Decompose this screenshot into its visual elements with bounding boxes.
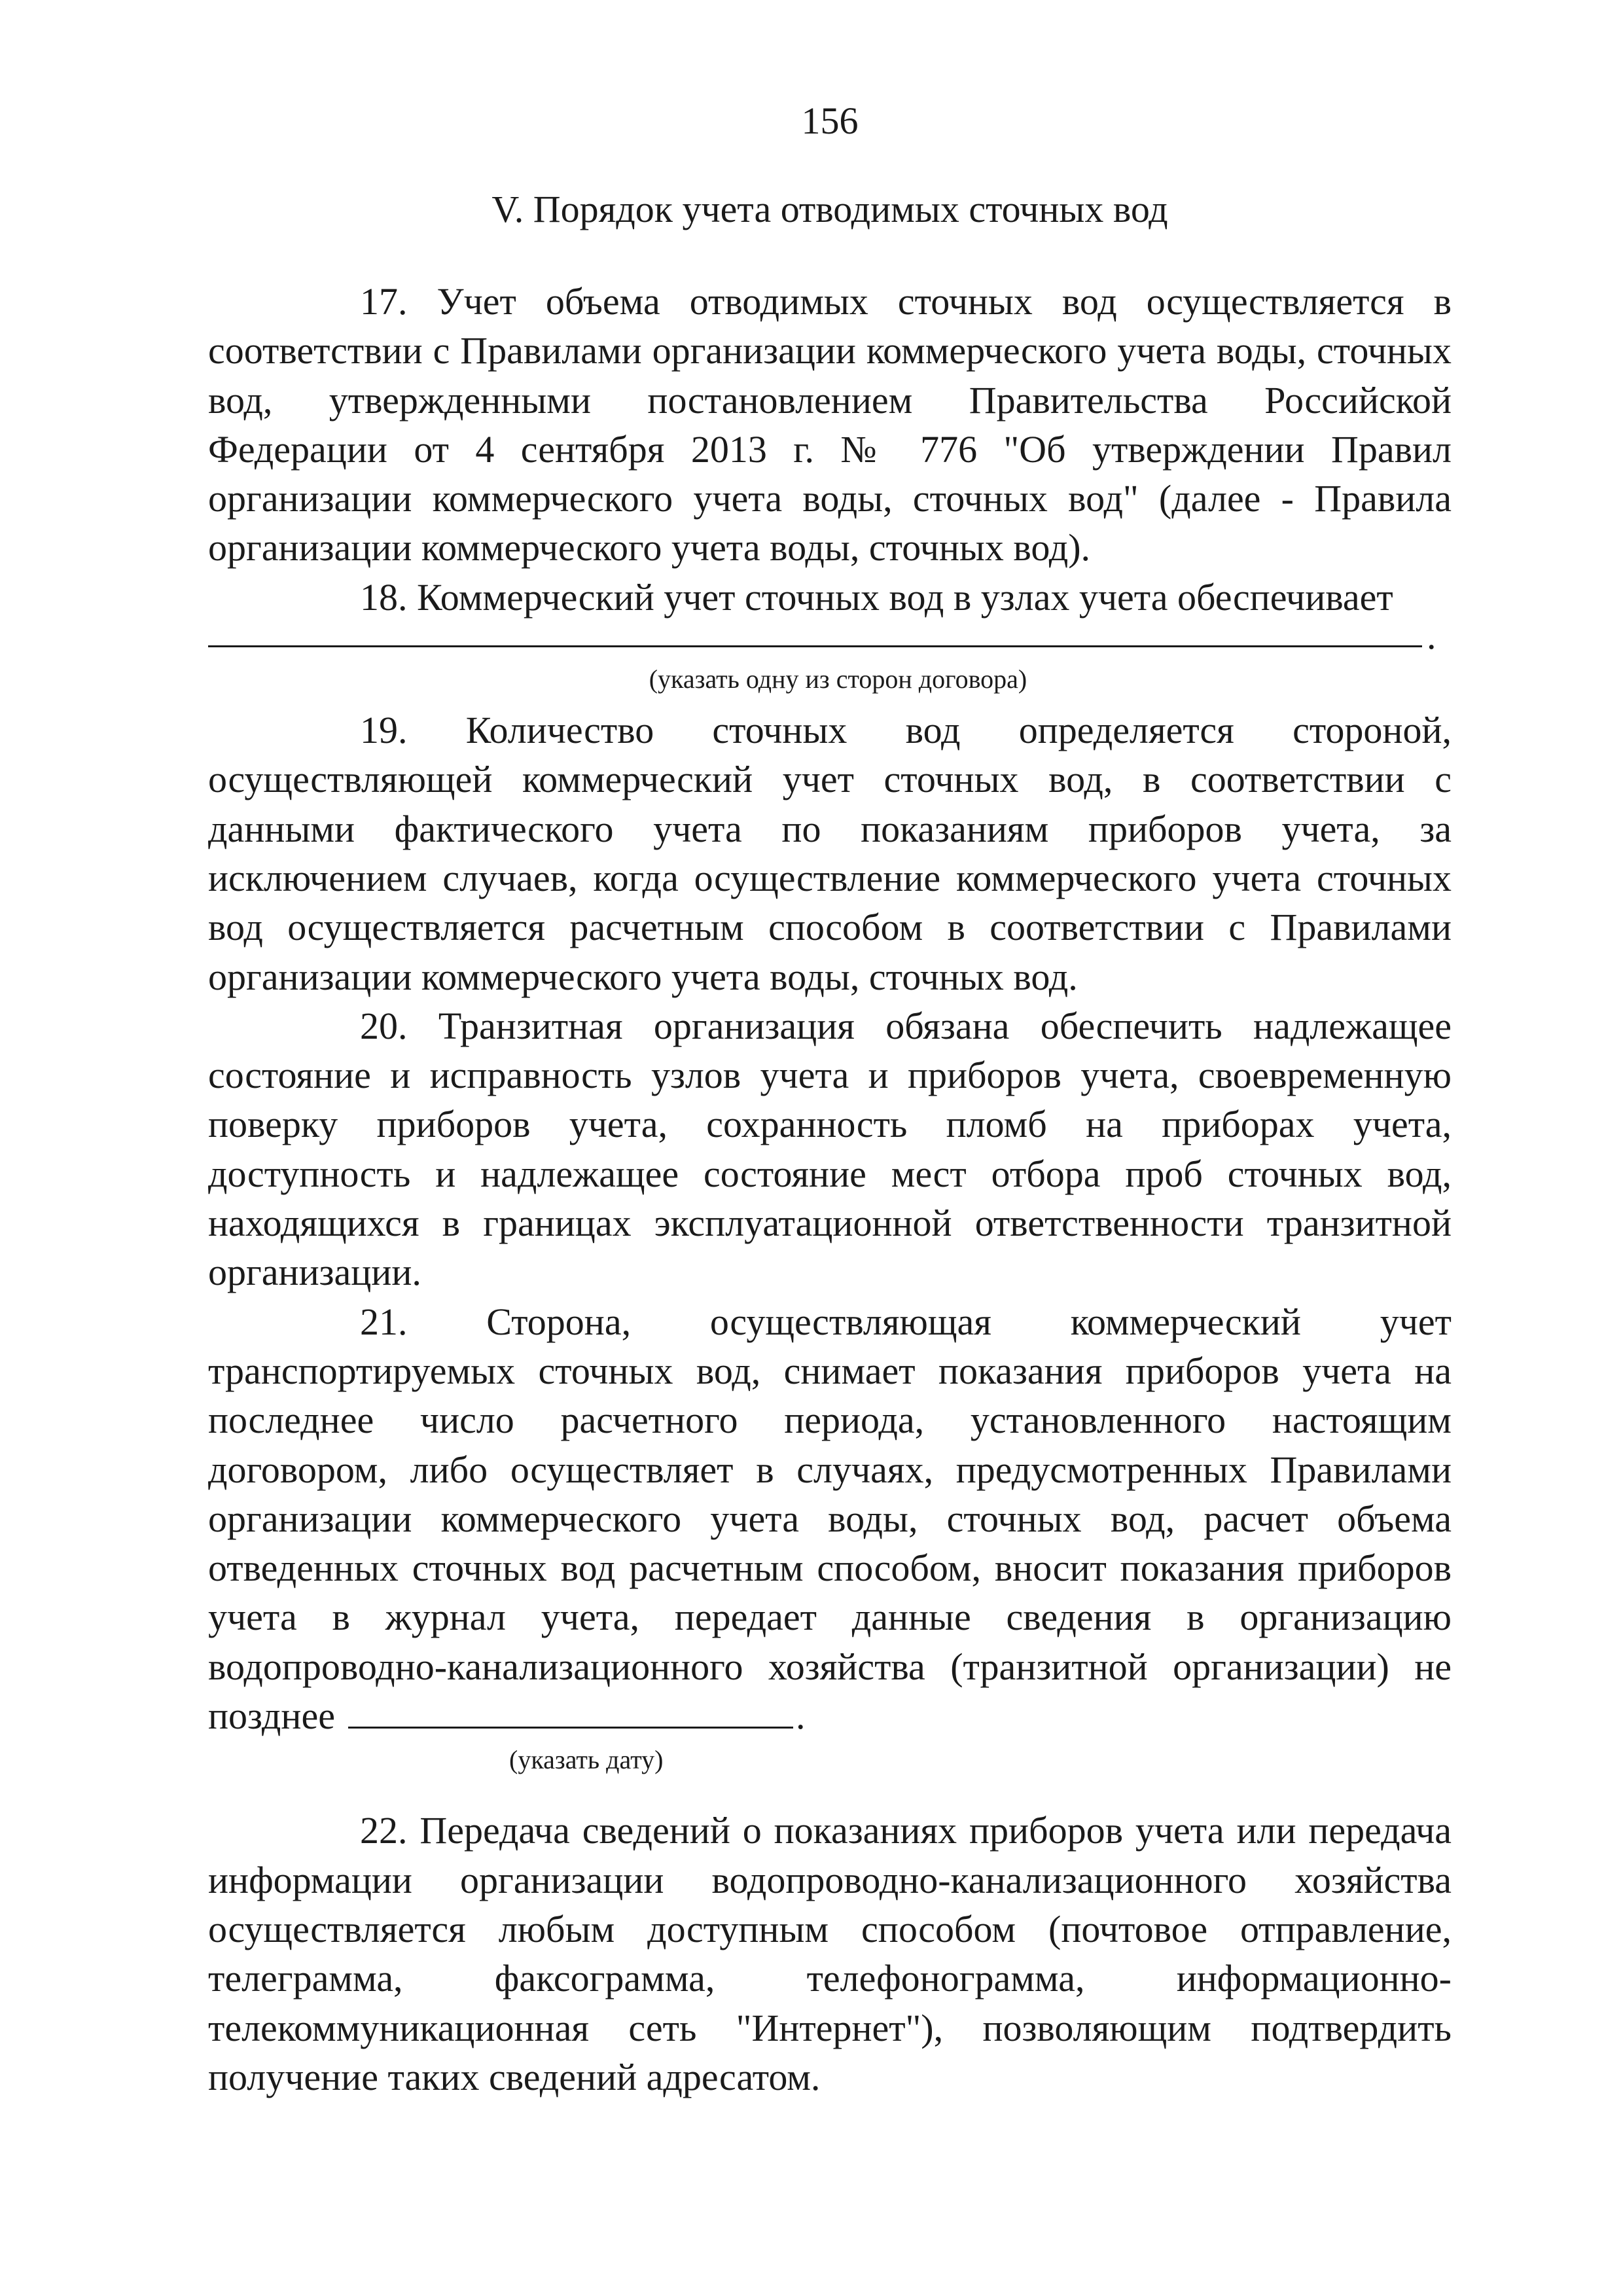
fill-in-party-period: .: [1427, 615, 1436, 658]
fill-in-date-caption: (указать дату): [509, 1745, 664, 1775]
fill-in-party-caption: (указать одну из сторон договора): [649, 664, 1027, 694]
section-title: V. Порядок учета отводимых сточных вод: [491, 188, 1168, 230]
fill-in-date-line[interactable]: [348, 1694, 793, 1729]
paragraph-21-text: 21. Сторона, осуществляющая коммерческий учет транспортируемых сточных вод, снимает показания приборов учета на последнее число расчетного периода, установленного настоящим договором, либо осуществляет в случаях, предусмотренных Правилами организации коммерческого учета воды, сточных вод, расчет объема отведенных сточных вод расчетным способом, вносит показания приборов учета в журнал учета, передает данные сведения в организацию водопроводно-канализационного хозяйства (транзитной организации) не позднее: [208, 1300, 1452, 1738]
page-number: 156: [801, 99, 859, 142]
spacer: [208, 1774, 1452, 1806]
fill-in-date-period: .: [795, 1695, 806, 1738]
paragraph-17: 17. Учет объема отводимых сточных вод осуществляется в соответствии с Правилами организации коммерческого учета воды, сточных вод, утвержденными постановлением Правительства Российской Федерации от 4 сентября 2013 г. № 776 "Об утверждении Правил организации коммерческого учета воды, сточных вод" (далее - Правила организации коммерческого учета воды, сточных вод).: [208, 280, 1452, 569]
paragraph-20: 20. Транзитная организация обязана обеспечить надлежащее состояние и исправность узлов учета и приборов учета, своевременную поверку приборов учета, сохранность пломб на приборах учета, доступность и надлежащее состояние мест отбора проб сточных вод, находящихся в границах эксплуатационной ответственности транзитной организации.: [208, 1004, 1452, 1294]
fill-in-party-row: [208, 615, 1452, 660]
fill-in-party-line[interactable]: [208, 645, 1422, 647]
paragraph-22: 22. Передача сведений о показаниях приборов учета или передача информации организации водопроводно-канализационного хозяйства осуществляется любым доступным способом (почтовое отправление, телеграмма, факсограмма, телефонограмма, информационно-телекоммуникационная сеть "Интернет"), позволяющим подтвердить получение таких сведений адресатом.: [208, 1809, 1452, 2098]
paragraph-18: 18. Коммерческий учет сточных вод в узлах учета обеспечивает: [360, 575, 1393, 619]
paragraph-21: [208, 1297, 1452, 1741]
document-body: [208, 277, 1452, 2102]
paragraph-19: 19. Количество сточных вод определяется стороной, осуществляющей коммерческий учет сточных вод, в соответствии с данными фактического учета по показаниям приборов учета, за исключением случаев, когда осуществление коммерческого учета сточных вод осуществляется расчетным способом в соответствии с Правилами организации коммерческого учета воды, сточных вод.: [208, 709, 1452, 998]
